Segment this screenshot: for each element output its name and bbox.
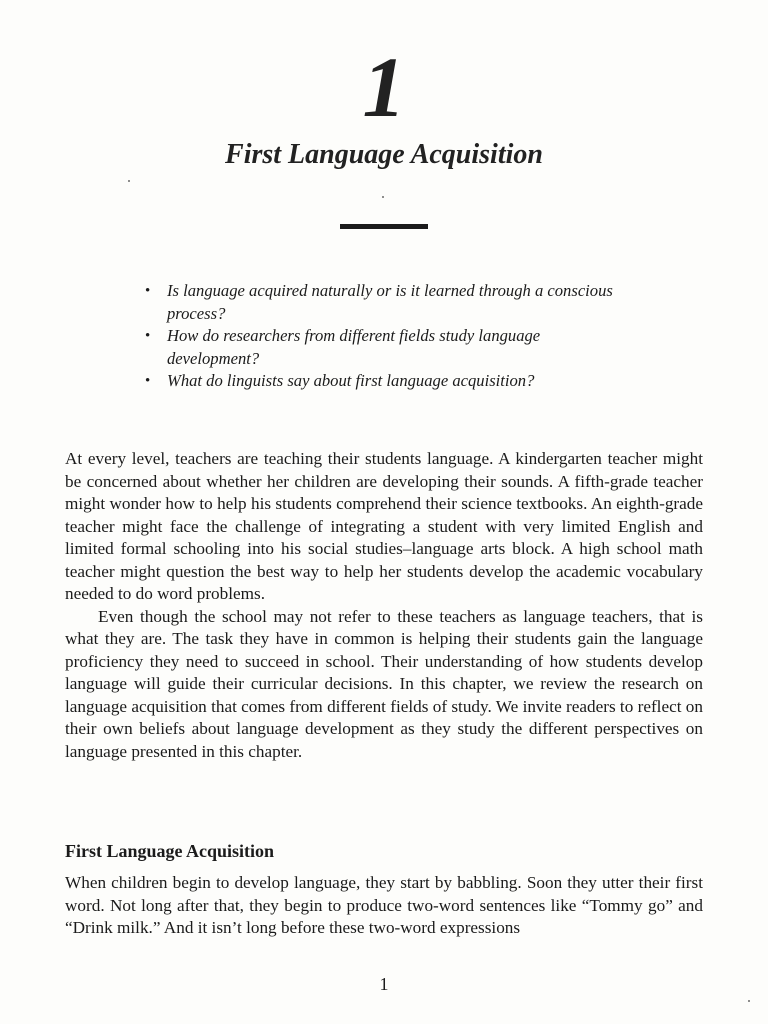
focus-questions-list: [145, 280, 615, 393]
section-heading: First Language Acquisition: [65, 841, 275, 861]
focus-question-item: [145, 370, 615, 393]
scan-speck: [128, 180, 130, 182]
bullet-icon: •: [145, 373, 151, 389]
focus-question-text: How do researchers from different fields study language development?: [167, 326, 541, 368]
section-paragraph: When children begin to develop language, they start by babbling. Soon they utter their first word. Not long after that, they begin to produce two-word sentences like “Tommy go” and “Drink milk.” And it isn’t long before these two-word expressions: [65, 873, 703, 937]
focus-question-text: What do linguists say about first language acquisition?: [167, 371, 535, 390]
bullet-icon: •: [145, 283, 151, 299]
scan-speck: [382, 196, 384, 198]
scan-speck: [748, 1000, 750, 1002]
focus-question-text: Is language acquired naturally or is it learned through a conscious process?: [167, 281, 613, 323]
bullet-icon: •: [145, 328, 151, 344]
title-divider-rule: [340, 224, 428, 229]
intro-paragraph: At every level, teachers are teaching their students language. A kindergarten teacher might be concerned about whether her children are developing their sounds. A fifth-grade teacher might wonder how to help his students comprehend their science textbooks. An eighth-grade teacher might face the challenge of integrating a student with very limited English and limited formal schooling into his social studies–language arts block. A high school math teacher might question the best way to help her students develop the academic vocabulary needed to do word problems.: [65, 449, 703, 603]
intro-paragraph: Even though the school may not refer to these teachers as language teachers, that is what they are. The task they have in common is helping their students gain the language proficiency they need to succeed in school. Their understanding of how students develop language will guide their curricular decisions. In this chapter, we review the research on language acquisition that comes from different fields of study. We invite readers to reflect on their own beliefs about language development as they study the different perspectives on language presented in this chapter.: [65, 606, 703, 761]
focus-question-item: [145, 280, 615, 325]
page-number: 1: [379, 974, 389, 994]
intro-body-text: [65, 448, 703, 763]
chapter-number: 1: [362, 39, 406, 135]
chapter-title: First Language Acquisition: [225, 139, 543, 170]
focus-question-item: [145, 325, 615, 370]
